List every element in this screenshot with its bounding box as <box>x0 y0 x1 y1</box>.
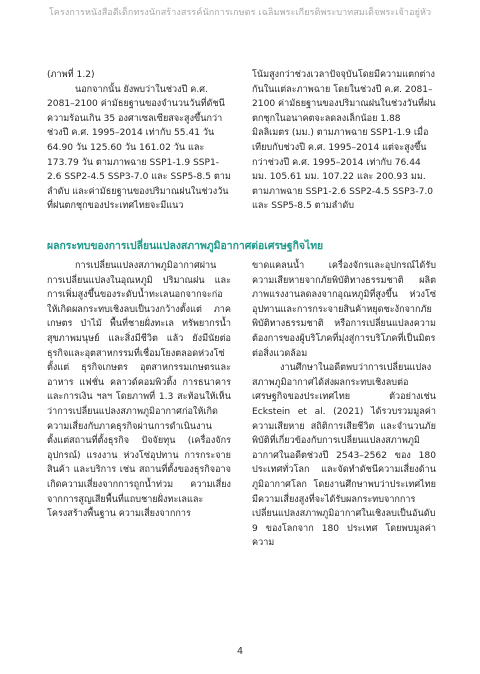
paragraph-risk-continuation: ขาดแคลนน้ำ เครื่องจักรและอุปกรณ์ได้รับความเสียหายจากภัยพิบัติทางธรรมชาติ ผลิตภาพแรงงานลดลงจากอุณหภูมิที่สูงขึ้น ห่วงโซ่อุปทานและการกระจายสินค้าหยุดชะงักจากภัยพิบัติทางธรรมชาติ หรือการเปลี่ยนแปลงความต้องการของผู้บริโภคที่มุ่งสู่การบริโภคที่เป็นมิตรต่อสิ่งแวดล้อม <box>252 261 436 359</box>
paragraph-business-risks: การเปลี่ยนแปลงสภาพภูมิอากาศผ่านการเปลี่ยนแปลงในอุณหภูมิ ปริมาณฝน และการเพิ่มสูงขึ้นของระดับน้ำทะเลนอกจากจะก่อให้เกิดผลกระทบเชิงลบเป็นวงกว้างตั้งแต่ ภาคเกษตร ป่าไม้ พื้นที่ชายฝั่งทะเล ทรัพยากรน้ำ สุขภาพมนุษย์ และสิ่งมีชีวิต แล้ว ยังมีนัยต่อธุรกิจและอุตสาหกรรมที่เชื่อมโยงตลอดห่วงโซ่ตั้งแต่ ธุรกิจเกษตร อุตสาหกรรมเกษตรและอาหาร แฟชั่น คลาวด์คอมพิวติ้ง การธนาคารและการเงิน ฯลฯ โดยภาพที่ 1.3 สะท้อนให้เห็นว่าการเปลี่ยนแปลงสภาพภูมิอากาศก่อให้เกิดความเสี่ยงกับภาคธุรกิจผ่านการดำเนินงานตั้งแต่สถานที่ตั้งธุรกิจ ปัจจัยทุน (เครื่องจักร อุปกรณ์) แรงงาน ห่วงโซ่อุปทาน การกระจายสินค้า และบริการ เช่น สถานที่ตั้งของธุรกิจอาจเกิดความเสี่ยงจากการถูกน้ำท่วม ความเสี่ยงจากการสูญเสียพื้นที่แถบชายฝั่งทะเลและโครงสร้างพื้นฐาน ความเสี่ยงจากการ <box>47 261 231 520</box>
paragraph-past-studies: งานศึกษาในอดีตพบว่าการเปลี่ยนแปลงสภาพภูมิอากาศได้ส่งผลกระทบเชิงลบต่อเศรษฐกิจของประเทศไทย ตัวอย่างเช่น Eckstein et al. (2021) ได้รวบรวมมูลค่าความเสียหาย สถิติการเสียชีวิต และจำนวนภัยพิบัติที่เกี่ยวข้องกับการเปลี่ยนแปลงสภาพภูมิอากาศในอดีตช่วงปี 2543–2562 ของ 180 ประเทศทั่วโลก และจัดทำดัชนีความเสี่ยงด้านภูมิอากาศโลก โดยงานศึกษาพบว่าประเทศไทยมีความเสี่ยงสูงที่จะได้รับผลกระทบจากการเปลี่ยนแปลงสภาพภูมิอากาศในเชิงลบเป็นอันดับ 9 ของโลกจาก 180 ประเทศ โดยพบมูลค่าความ <box>252 363 436 549</box>
column-top-right <box>252 68 436 214</box>
figure-reference: (ภาพที่ 1.2) <box>47 70 95 80</box>
column-bottom-left <box>47 259 231 522</box>
page-number: 4 <box>236 646 244 657</box>
paragraph-projections-rain: โน้มสูงกว่าช่วงเวลาปัจจุบันโดยมีความแตกต่างกันในแต่ละภาพฉาย โดยในช่วงปี ค.ศ. 2081–2100 ค่ามัธยฐานของปริมาณฝนในช่วงวันที่ฝนตกชุกในอนาคตจะลดลงเล็กน้อย 1.88 มิลลิเมตร (มม.) ตามภาพฉาย SSP1-1.9 เมื่อเทียบกับช่วงปี ค.ศ. 1995–2014 แต่จะสูงขึ้นกว่าช่วงปี ค.ศ. 1995–2014 เท่ากับ 76.44 มม. 105.61 มม. 107.22 และ 200.93 มม. ตามภาพฉาย SSP1-2.6 SSP2-4.5 SSP3-7.0 และ SSP5-8.5 ตามลำดับ <box>252 70 436 212</box>
paragraph-projections-heat: นอกจากนั้น ยังพบว่าในช่วงปี ค.ศ. 2081–2100 ค่ามัธยฐานของจำนวนวันที่ดัชนีความร้อนเกิน 35 องศาเซลเซียสจะสูงขึ้นกว่าช่วงปี ค.ศ. 1995–2014 เท่ากับ 55.41 วัน 64.90 วัน 125.60 วัน 161.02 วัน และ 173.79 วัน ตามภาพฉาย SSP1-1.9 SSP1-2.6 SSP2-4.5 SSP3-7.0 และ SSP5-8.5 ตามลำดับ และค่ามัธยฐานของปริมาณฝนในช่วงวันที่ฝนตกชุกของประเทศไทยจะมีแนว <box>47 84 231 212</box>
column-top-left <box>47 68 231 214</box>
column-bottom-right <box>252 259 436 551</box>
running-header: โครงการหนังสือดีเด็กทรงนักสร้างสรรค์นักการเกษตร เฉลิมพระเกียรติพระบาทสมเด็จพระเจ้าอยู่หัว <box>48 8 432 18</box>
section-heading: ผลกระทบของการเปลี่ยนแปลงสภาพภูมิอากาศต่อเศรษฐกิจไทย <box>47 240 324 252</box>
